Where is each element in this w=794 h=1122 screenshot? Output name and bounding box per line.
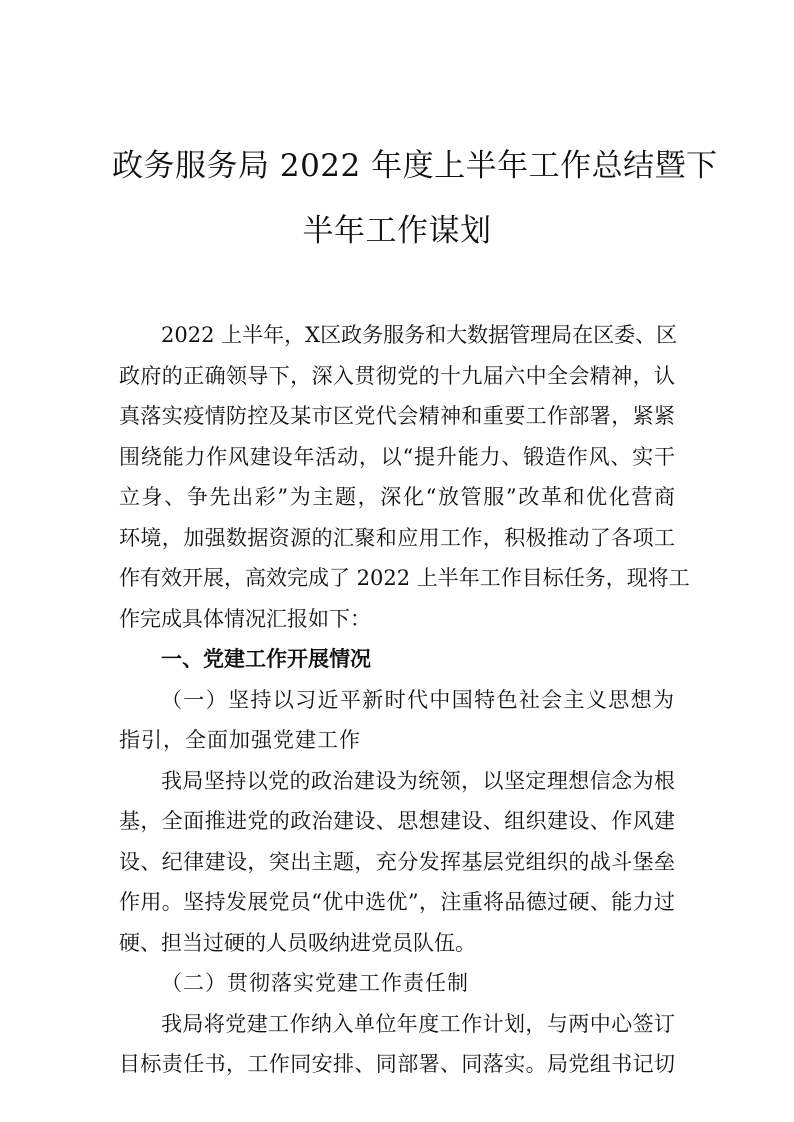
paragraph-line: 作用。坚持发展党员“优中选优”，注重将品德过硬、能力过 — [119, 890, 675, 914]
paragraph-line: 设、纪律建设，突出主题，充分发挥基层党组织的战斗堡垒 — [119, 849, 675, 874]
intro-line: 真落实疫情防控及某市区党代会精神和重要工作部署，紧紧 — [119, 404, 675, 428]
paragraph-line: 硬、担当过硬的人员吸纳进党员队伍。 — [119, 930, 476, 955]
intro-line: 作有效开展，高效完成了 2022 上半年工作目标任务，现将工 — [119, 566, 690, 590]
intro-line: 政府的正确领导下，深入贯彻党的十九届六中全会精神，认 — [119, 363, 675, 388]
subsection-heading: （二）贯彻落实党建工作责任制 — [161, 971, 469, 995]
paragraph-line: 我局坚持以党的政治建设为统领，以坚定理想信念为根 — [161, 768, 675, 793]
section-heading: 一、党建工作开展情况 — [161, 647, 371, 671]
document-title-line-2: 半年工作谋划 — [302, 213, 492, 249]
document-body — [119, 315, 690, 1085]
paragraph-line: 我局将党建工作纳入单位年度工作计划，与两中心签订 — [161, 1011, 675, 1036]
subsection-heading: （一）坚持以习近平新时代中国特色社会主义思想为 — [161, 687, 675, 712]
intro-line: 围绕能力作风建设年活动，以“提升能力、锻造作风、实干 — [119, 444, 675, 469]
intro-line: 作完成具体情况汇报如下： — [119, 606, 371, 631]
intro-line: 2022 上半年，X区政务服务和大数据管理局在区委、区 — [161, 323, 678, 347]
document-title-line-1: 政务服务局 2022 年度上半年工作总结暨下 — [112, 148, 718, 184]
intro-line: 立身、争先出彩”为主题，深化“放管服”改革和优化营商 — [119, 485, 675, 509]
intro-line: 环境，加强数据资源的汇聚和应用工作，积极推动了各项工 — [119, 525, 675, 550]
paragraph-line: 目标责任书，工作同安排、同部署、同落实。局党组书记切 — [119, 1052, 675, 1076]
subsection-heading: 指引，全面加强党建工作 — [119, 728, 361, 752]
paragraph-line: 基，全面推进党的政治建设、思想建设、组织建设、作风建 — [119, 809, 675, 833]
